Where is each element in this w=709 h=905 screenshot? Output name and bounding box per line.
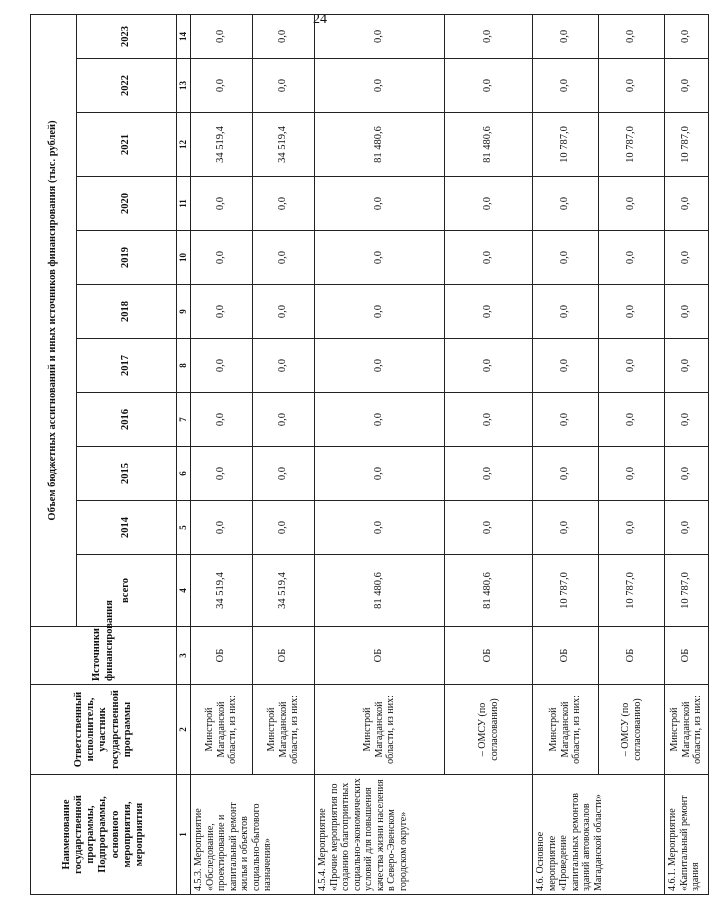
cell-value-2020: 0,0 — [445, 177, 533, 231]
cell-value-2016: 0,0 — [315, 393, 445, 447]
cell-value-2023: 0,0 — [253, 14, 315, 58]
cell-value-2022: 0,0 — [533, 59, 599, 113]
cell-responsible: Минстрой Магаданской области, из них: — [533, 685, 599, 775]
cell-source: ОБ — [253, 627, 315, 685]
cell-value-2020: 0,0 — [665, 177, 709, 231]
column-number-8: 8 — [177, 339, 191, 393]
header-year-2018: 2018 — [77, 285, 177, 339]
cell-value-всего: 81 480,6 — [315, 555, 445, 627]
cell-value-2015: 0,0 — [253, 447, 315, 501]
cell-value-2023: 0,0 — [191, 14, 253, 58]
cell-value-2015: 0,0 — [599, 447, 665, 501]
cell-value-2017: 0,0 — [599, 339, 665, 393]
cell-value-всего: 34 519,4 — [191, 555, 253, 627]
cell-value-2019: 0,0 — [533, 231, 599, 285]
header-funding-group: Объем бюджетных ассигнований и иных источников финансирования (тыс. рублей) — [31, 14, 77, 626]
cell-value-2014: 0,0 — [253, 501, 315, 555]
cell-value-2018: 0,0 — [665, 285, 709, 339]
header-year-2021: 2021 — [77, 113, 177, 177]
column-number-10: 10 — [177, 231, 191, 285]
cell-value-2014: 0,0 — [191, 501, 253, 555]
cell-responsible: Минстрой Магаданской области, из них: — [191, 685, 253, 775]
column-number-4: 4 — [177, 555, 191, 627]
column-number-12: 12 — [177, 113, 191, 177]
header-year-2016: 2016 — [77, 393, 177, 447]
column-number-2: 2 — [177, 685, 191, 775]
cell-value-2017: 0,0 — [191, 339, 253, 393]
cell-value-2021: 81 480,6 — [315, 113, 445, 177]
cell-value-2014: 0,0 — [445, 501, 533, 555]
cell-value-2023: 0,0 — [533, 14, 599, 58]
table-body — [191, 14, 709, 894]
cell-value-2016: 0,0 — [599, 393, 665, 447]
table-row — [599, 14, 665, 894]
header-row-1 — [31, 14, 77, 894]
cell-value-2018: 0,0 — [445, 285, 533, 339]
cell-value-2016: 0,0 — [253, 393, 315, 447]
header-year-2017: 2017 — [77, 339, 177, 393]
cell-value-2015: 0,0 — [315, 447, 445, 501]
cell-value-2021: 81 480,6 — [445, 113, 533, 177]
cell-value-2014: 0,0 — [665, 501, 709, 555]
cell-value-2022: 0,0 — [665, 59, 709, 113]
table-row — [665, 14, 709, 894]
cell-value-2022: 0,0 — [599, 59, 665, 113]
cell-value-2019: 0,0 — [191, 231, 253, 285]
financing-table — [30, 14, 709, 895]
cell-value-2021: 10 787,0 — [533, 113, 599, 177]
cell-source: ОБ — [533, 627, 599, 685]
cell-value-2021: 34 519,4 — [253, 113, 315, 177]
cell-value-2023: 0,0 — [665, 14, 709, 58]
header-year-2019: 2019 — [77, 231, 177, 285]
column-number-3: 3 — [177, 627, 191, 685]
table-row — [315, 14, 445, 894]
cell-value-2023: 0,0 — [315, 14, 445, 58]
cell-value-всего: 81 480,6 — [445, 555, 533, 627]
cell-responsible: – ОМСУ (по согласованию) — [445, 685, 533, 775]
header-responsible: Ответственный исполнитель, участник государственной программы — [31, 685, 177, 775]
cell-value-всего: 10 787,0 — [533, 555, 599, 627]
cell-value-всего: 10 787,0 — [665, 555, 709, 627]
cell-value-2015: 0,0 — [665, 447, 709, 501]
table-row — [191, 14, 253, 894]
cell-value-2022: 0,0 — [253, 59, 315, 113]
cell-value-2020: 0,0 — [253, 177, 315, 231]
table-row — [445, 14, 533, 894]
cell-value-2017: 0,0 — [315, 339, 445, 393]
rotated-table-wrapper — [30, 15, 704, 895]
cell-responsible: – ОМСУ (по согласованию) — [599, 685, 665, 775]
cell-value-2022: 0,0 — [315, 59, 445, 113]
cell-value-2021: 10 787,0 — [665, 113, 709, 177]
cell-value-2020: 0,0 — [599, 177, 665, 231]
cell-value-2019: 0,0 — [315, 231, 445, 285]
cell-name: 4.5.3. Мероприятие «Обследование, проектирование и капитальный ремонт жилья и объектов социально-бытового назначения» — [191, 775, 315, 895]
cell-value-2014: 0,0 — [533, 501, 599, 555]
cell-value-2022: 0,0 — [191, 59, 253, 113]
cell-value-всего: 10 787,0 — [599, 555, 665, 627]
cell-value-2023: 0,0 — [445, 14, 533, 58]
cell-value-2020: 0,0 — [533, 177, 599, 231]
page-number: 24 — [313, 12, 327, 27]
cell-value-2020: 0,0 — [315, 177, 445, 231]
cell-value-2018: 0,0 — [599, 285, 665, 339]
header-year-2023: 2023 — [77, 14, 177, 58]
cell-responsible: Минстрой Магаданской области, из них: — [253, 685, 315, 775]
cell-value-2016: 0,0 — [445, 393, 533, 447]
table-row — [533, 14, 599, 894]
column-number-5: 5 — [177, 501, 191, 555]
cell-value-2017: 0,0 — [665, 339, 709, 393]
cell-value-2015: 0,0 — [445, 447, 533, 501]
cell-value-2016: 0,0 — [533, 393, 599, 447]
cell-value-2019: 0,0 — [599, 231, 665, 285]
cell-value-всего: 34 519,4 — [253, 555, 315, 627]
cell-value-2017: 0,0 — [253, 339, 315, 393]
cell-responsible: Минстрой Магаданской области, из них: — [315, 685, 445, 775]
cell-value-2019: 0,0 — [665, 231, 709, 285]
cell-name: 4.6.1. Мероприятие «Капитальный ремонт здания — [665, 775, 709, 895]
cell-value-2018: 0,0 — [253, 285, 315, 339]
cell-value-2021: 34 519,4 — [191, 113, 253, 177]
header-year-всего: всего — [77, 555, 177, 627]
header-year-2022: 2022 — [77, 59, 177, 113]
column-number-13: 13 — [177, 59, 191, 113]
cell-value-2019: 0,0 — [253, 231, 315, 285]
cell-name: 4.5.4. Мероприятие «Прочие мероприятия по созданию благоприятных социально-экономических условий для повышения качества жизни населения в Северо-Эвенском городском округе» — [315, 775, 533, 895]
header-year-2015: 2015 — [77, 447, 177, 501]
cell-value-2014: 0,0 — [315, 501, 445, 555]
cell-responsible: Минстрой Магаданской области, из них: — [665, 685, 709, 775]
cell-value-2018: 0,0 — [191, 285, 253, 339]
header-column-numbers — [177, 14, 191, 894]
cell-source: ОБ — [315, 627, 445, 685]
cell-value-2014: 0,0 — [599, 501, 665, 555]
column-number-6: 6 — [177, 447, 191, 501]
cell-value-2016: 0,0 — [191, 393, 253, 447]
cell-value-2015: 0,0 — [191, 447, 253, 501]
cell-source: ОБ — [665, 627, 709, 685]
cell-value-2018: 0,0 — [533, 285, 599, 339]
cell-value-2022: 0,0 — [445, 59, 533, 113]
cell-value-2017: 0,0 — [445, 339, 533, 393]
table-row — [253, 14, 315, 894]
cell-source: ОБ — [445, 627, 533, 685]
cell-value-2017: 0,0 — [533, 339, 599, 393]
header-name: Наименование государственной программы, Подпрограммы, основного мероприятия, мероприятия — [31, 775, 177, 895]
header-year-2020: 2020 — [77, 177, 177, 231]
cell-value-2016: 0,0 — [665, 393, 709, 447]
column-number-9: 9 — [177, 285, 191, 339]
header-source: Источники финансирования — [31, 627, 177, 685]
cell-value-2018: 0,0 — [315, 285, 445, 339]
column-number-11: 11 — [177, 177, 191, 231]
cell-value-2020: 0,0 — [191, 177, 253, 231]
cell-value-2015: 0,0 — [533, 447, 599, 501]
cell-source: ОБ — [191, 627, 253, 685]
header-year-2014: 2014 — [77, 501, 177, 555]
cell-name: 4.6. Основное мероприятие «Проведение капитальных ремонтов зданий автовокзалов Магаданской области» — [533, 775, 665, 895]
column-number-14: 14 — [177, 14, 191, 58]
cell-value-2019: 0,0 — [445, 231, 533, 285]
cell-source: ОБ — [599, 627, 665, 685]
cell-value-2023: 0,0 — [599, 14, 665, 58]
column-number-7: 7 — [177, 393, 191, 447]
column-number-1: 1 — [177, 775, 191, 895]
cell-value-2021: 10 787,0 — [599, 113, 665, 177]
